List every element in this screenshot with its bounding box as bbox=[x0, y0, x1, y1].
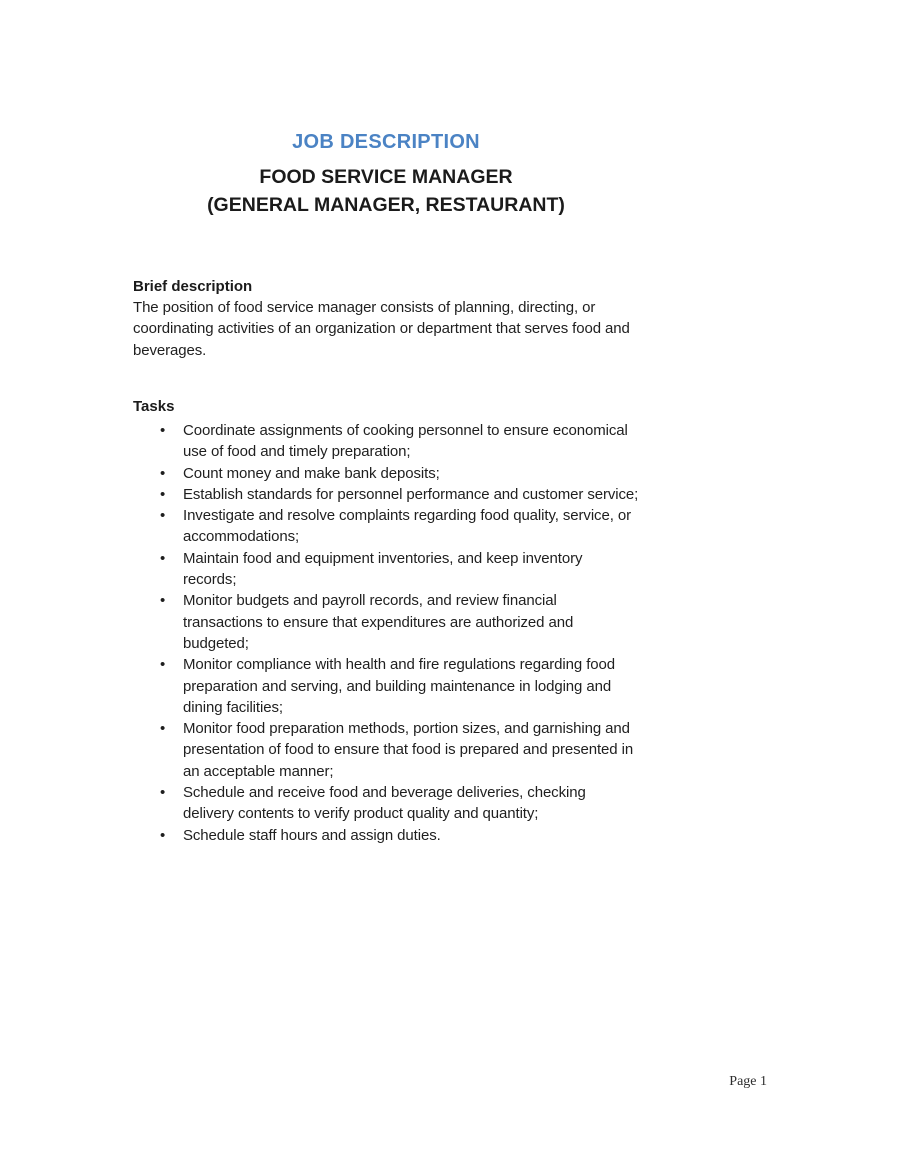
task-text: Monitor budgets and payroll records, and review financial transactions to ensure that expenditures are authorized and budgeted; bbox=[183, 592, 574, 652]
task-text: Investigate and resolve complaints regarding food quality, service, or accommodations; bbox=[183, 507, 631, 546]
task-text: Schedule and receive food and beverage deliveries, checking delivery contents to verify product quality and quantity; bbox=[183, 784, 586, 823]
page-number: Page 1 bbox=[729, 1074, 767, 1089]
task-text: Monitor food preparation methods, portion sizes, and garnishing and presentation of food to ensure that food is prepared and presented in an acceptable manner; bbox=[183, 720, 634, 780]
task-text: Coordinate assignments of cooking personnel to ensure economical use of food and timely preparation; bbox=[183, 422, 628, 461]
bullet-icon: • bbox=[160, 422, 166, 439]
bullet-icon: • bbox=[160, 464, 166, 482]
task-list-item bbox=[133, 420, 639, 463]
task-list-item bbox=[133, 718, 639, 782]
subtitle-line-2: (GENERAL MANAGER, RESTAURANT) bbox=[207, 194, 565, 216]
task-list-item bbox=[133, 654, 639, 718]
bullet-icon: • bbox=[160, 656, 166, 674]
task-list-item bbox=[133, 590, 639, 654]
task-text: Establish standards for personnel performance and customer service; bbox=[183, 485, 639, 503]
task-list-item bbox=[133, 548, 639, 591]
brief-description-paragraph: The position of food service manager consists of planning, directing, or coordinating activities of an organization or department that serves food and beverages. bbox=[133, 299, 630, 359]
task-list-item bbox=[133, 782, 639, 825]
task-list-item bbox=[133, 463, 639, 484]
task-text: Count money and make bank deposits; bbox=[183, 464, 440, 482]
task-list-item bbox=[133, 825, 639, 846]
task-text: Maintain food and equipment inventories, and keep inventory records; bbox=[183, 549, 583, 589]
bullet-icon: • bbox=[160, 507, 166, 525]
page-title: JOB DESCRIPTION bbox=[292, 131, 480, 153]
task-text: Schedule staff hours and assign duties. bbox=[183, 826, 441, 844]
bullet-icon: • bbox=[160, 720, 166, 738]
subtitle-line-1: FOOD SERVICE MANAGER bbox=[259, 166, 513, 188]
bullet-icon: • bbox=[160, 826, 166, 844]
task-text: Monitor compliance with health and fire regulations regarding food preparation and serving, and building maintenance in lodging and dining facilities; bbox=[183, 656, 615, 716]
task-list-item bbox=[133, 505, 639, 548]
bullet-icon: • bbox=[160, 592, 166, 610]
bullet-icon: • bbox=[160, 549, 166, 567]
tasks-heading: Tasks bbox=[133, 398, 175, 415]
brief-description-heading: Brief description bbox=[133, 278, 253, 295]
bullet-icon: • bbox=[160, 485, 166, 503]
task-list-item bbox=[133, 484, 639, 505]
document-subtitle bbox=[133, 163, 639, 219]
task-list bbox=[133, 420, 639, 846]
bullet-icon: • bbox=[160, 784, 166, 802]
